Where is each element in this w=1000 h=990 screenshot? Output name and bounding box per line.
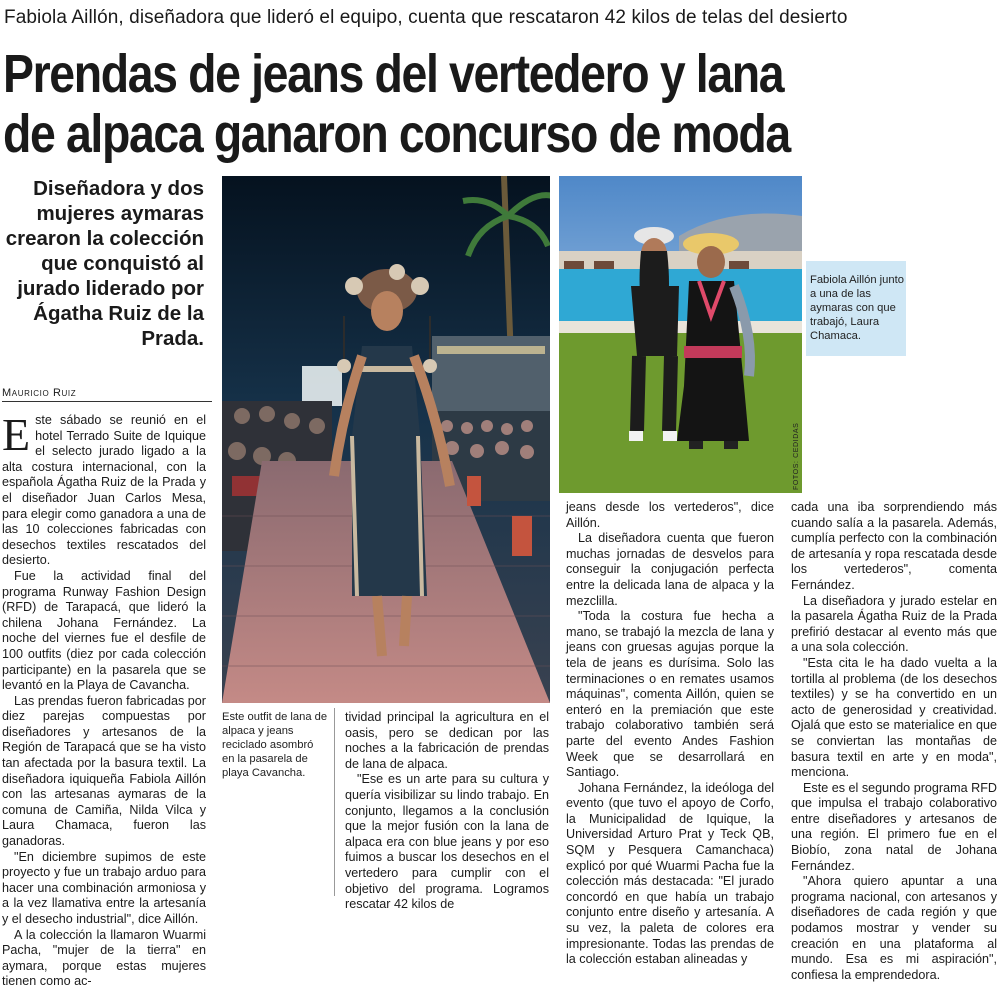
paragraph: Las prendas fueron fabricadas por diez parejas compuestas por diseñadores y artesanos de la Región de Tarapacá que se ha visto tan afectada por la basura textil. La diseñadora iquiqueña Fabiola Aillón con las artesanas aymaras de la comuna de Camiña, Nilda Vilca y Laura Chamaca, fueron las ganadoras. (2, 693, 206, 849)
paragraph: Este sábado se reunió en el hotel Terrado Suite de Iquique el selecto jurado ligado a la alta costura internacional, con la española Ágatha Ruiz de la Prada y el diseñador Juan Carlos Mesa, para elegir como ganadora a una de las 10 colecciones fabricadas con desechos textiles rescatados del desierto. (2, 409, 206, 568)
headline-line-2: de alpaca ganaron concurso de moda (3, 104, 790, 164)
paragraph: Fue la actividad final del programa Runway Fashion Design (RFD) de Tarapacá, que lideró la chilena Johana Fernández. La noche del viernes fue el desfile de 100 outfits (diez por cada colección participante) en la pasarela que se levantó en la Playa de Cavancha. (2, 568, 206, 693)
drop-cap: E (2, 409, 31, 460)
paragraph: Johana Fernández, la ideóloga del evento (que tuvo el apoyo de Corfo, la Municipalidad de Iquique, la Universidad Arturo Prat y Teck QB, SQM y Pesquera Camanchaca) explicó por qué Wuarmi Pacha fue la colección más destacada: "El jurado concordó en que había un trabajo conjunto entre diseño y artesanía. A su vez, la paleta de colores era impresionante. Todas las prendas de la colección estaban alineadas y (566, 780, 774, 967)
paragraph: La diseñadora y jurado estelar en la pasarela Ágatha Ruiz de la Prada prefirió destacar al evento más que a una sola colección. (791, 593, 997, 655)
pool-photo (559, 176, 802, 493)
paragraph: A la colección la llamaron Wuarmi Pacha, "mujer de la tierra" en aymara, porque estas mujeres tienen como ac- (2, 927, 206, 989)
paragraph: "En diciembre supimos de este proyecto y fue un trabajo arduo para hacer una combinación armoniosa y a la vez llamativa entre la artesanía y el desecho industrial", dice Aillón. (2, 849, 206, 926)
paragraph: tividad principal la agricultura en el oasis, pero se dedican por las noches a la fabricación de prendas de lana de alpaca. (345, 710, 549, 771)
column-1 (2, 409, 206, 990)
headline-line-1: Prendas de jeans del vertedero y lana (3, 44, 784, 104)
column-2 (345, 710, 549, 913)
column-3 (566, 500, 774, 968)
runway-caption: Este outfit de lana de alpaca y jeans reciclado asombró en la pasarela de playa Cavancha. (222, 711, 328, 779)
kicker: Fabiola Aillón, diseñadora que lideró el equipo, cuenta que rescataron 42 kilos de telas del desierto (4, 7, 848, 28)
pool-caption: Fabiola Aillón junto a una de las aymaras con que trabajó, Laura Chamaca. (806, 261, 906, 356)
paragraph: La diseñadora cuenta que fueron muchas jornadas de desvelos para conseguir la conjugación perfecta entre la delicada lana de alpaca y la mezclilla. (566, 531, 774, 608)
paragraph: jeans desde los vertederos", dice Aillón. (566, 500, 774, 530)
paragraph: "Ahora quiero apuntar a una programa nacional, con artesanos y diseñadores de cada región y que podamos mostrar y vender su creación en una plataforma al mundo. Esa es mi aspiración", confiesa la emprendedora. (791, 874, 997, 982)
paragraph: "Toda la costura fue hecha a mano, se trabajó la mezcla de lana y jeans con gruesas agujas porque la tela de jeans es durísima. Solo las terminaciones o en remates usamos máquinas", comenta Aillón, quien se enteró en la premiación que este trabajo colaborativo también será parte del evento Andes Fashion Week que se desarrollará en Santiago. (566, 609, 774, 780)
runway-photo (222, 176, 550, 703)
paragraph: "Ese es un arte para su cultura y quería visibilizar su lindo trabajo. En conjunto, llegamos a la conclusión que la mejor fusión con la lana de alpaca era con blue jeans y por eso fuimos a buscar los desechos en el vertedero para cumplir con el objetivo del programa. Logramos rescatar 42 kilos de (345, 772, 549, 912)
photo-credit: FOTOS: CEDIDAS (793, 422, 800, 490)
paragraph: cada una iba sorprendiendo más cuando salía a la pasarela. Además, cumplía perfecto con la combinación de artesanía y ropa rescatada desde los vertederos", comenta Fernández. (791, 500, 997, 592)
byline: Mauricio Ruiz (2, 387, 77, 399)
column-4 (791, 500, 997, 983)
paragraph: "Esta cita le ha dado vuelta a la tortilla al problema (de los desechos textiles) y se ha convertido en un acto de generosidad y creatividad. Ojalá que esto se materialice en que se conviertan las montañas de basura textil en arte y en moda", menciona. (791, 655, 997, 780)
deck: Diseñadora y dos mujeres aymaras crearon la colección que conquistó al jurado liderado por Ágatha Ruiz de la Prada. (5, 177, 204, 350)
caption-divider (334, 708, 335, 896)
headline (3, 44, 859, 164)
paragraph: Este es el segundo programa RFD que impulsa el trabajo colaborativo entre diseñadores y artesanos de una región. El primero fue en el Biobío, zona natal de Johana Fernández. (791, 780, 997, 873)
byline-rule (2, 401, 212, 402)
